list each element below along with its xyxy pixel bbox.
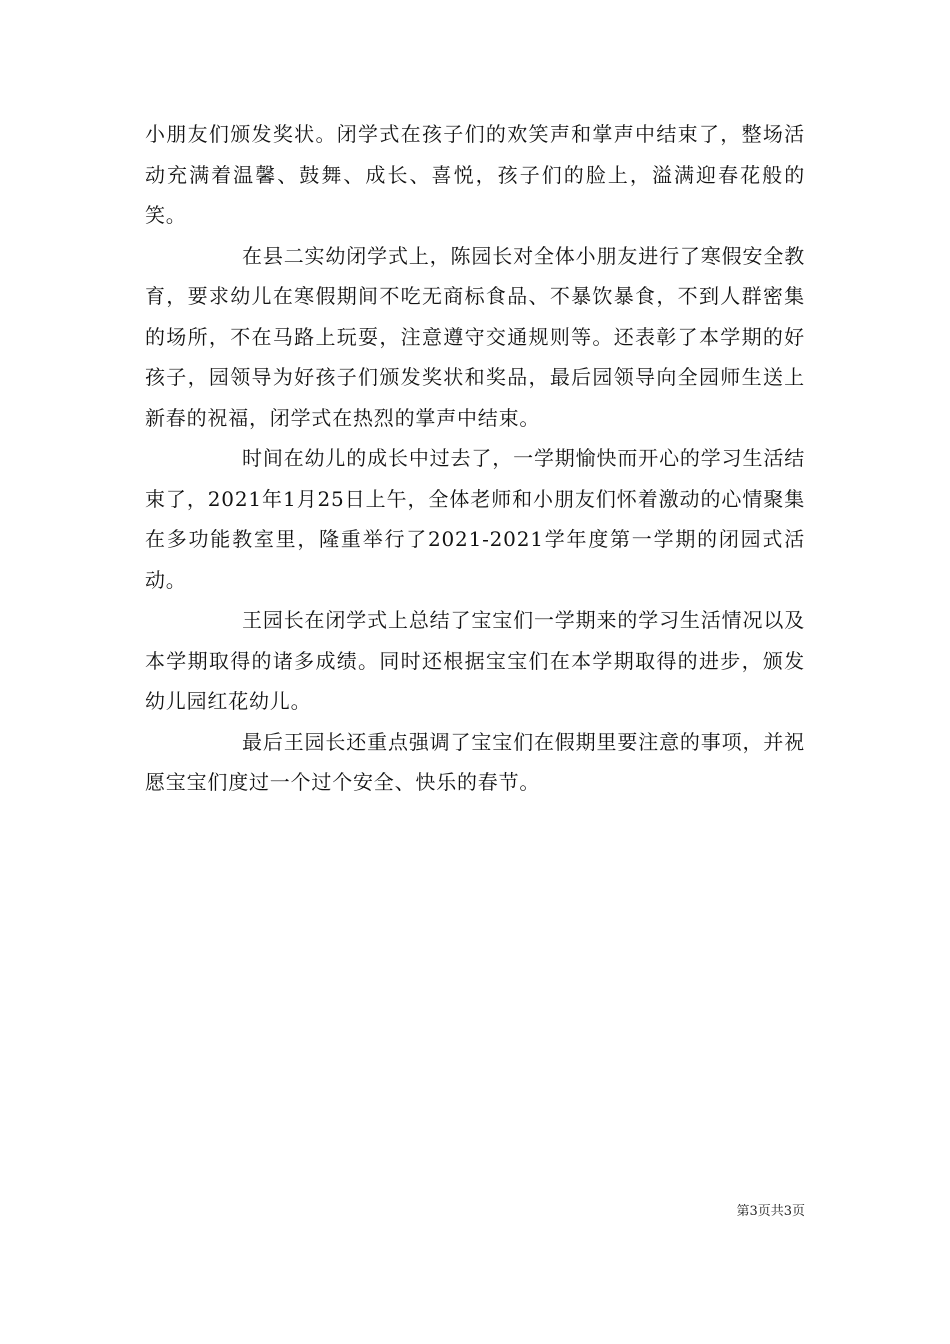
page-number: 第3页共3页	[736, 1204, 805, 1219]
paragraph-holiday-wishes: 最后王园长还重点强调了宝宝们在假期里要注意的事项，并祝愿宝宝们度过一个过个安全、快乐的春节。	[145, 729, 805, 794]
paragraph-summary: 王园长在闭学式上总结了宝宝们一学期来的学习生活情况以及本学期取得的诸多成绩。同时还根据宝宝们在本学期取得的进步，颁发幼儿园红花幼儿。	[145, 608, 805, 713]
paragraph-closing-ceremony: 时间在幼儿的成长中过去了，一学期愉快而开心的学习生活结束了，2021年1月25日上午，全体老师和小朋友们怀着激动的心情聚集在多功能教室里，隆重举行了2021-2021学年度第一学期的闭园式活动。	[145, 446, 805, 592]
paragraph-continuation: 小朋友们颁发奖状。闭学式在孩子们的欢笑声和掌声中结束了，整场活动充满着温馨、鼓舞、成长、喜悦，孩子们的脸上，溢满迎春花般的笑。	[145, 122, 805, 227]
paragraph-safety-education: 在县二实幼闭学式上，陈园长对全体小朋友进行了寒假安全教育，要求幼儿在寒假期间不吃无商标食品、不暴饮暴食，不到人群密集的场所，不在马路上玩耍，注意遵守交通规则等。还表彰了本学期的好孩子，园领导为好孩子们颁发奖状和奖品，最后园领导向全园师生送上新春的祝福，闭学式在热烈的掌声中结束。	[145, 243, 805, 430]
document-body	[145, 114, 805, 803]
